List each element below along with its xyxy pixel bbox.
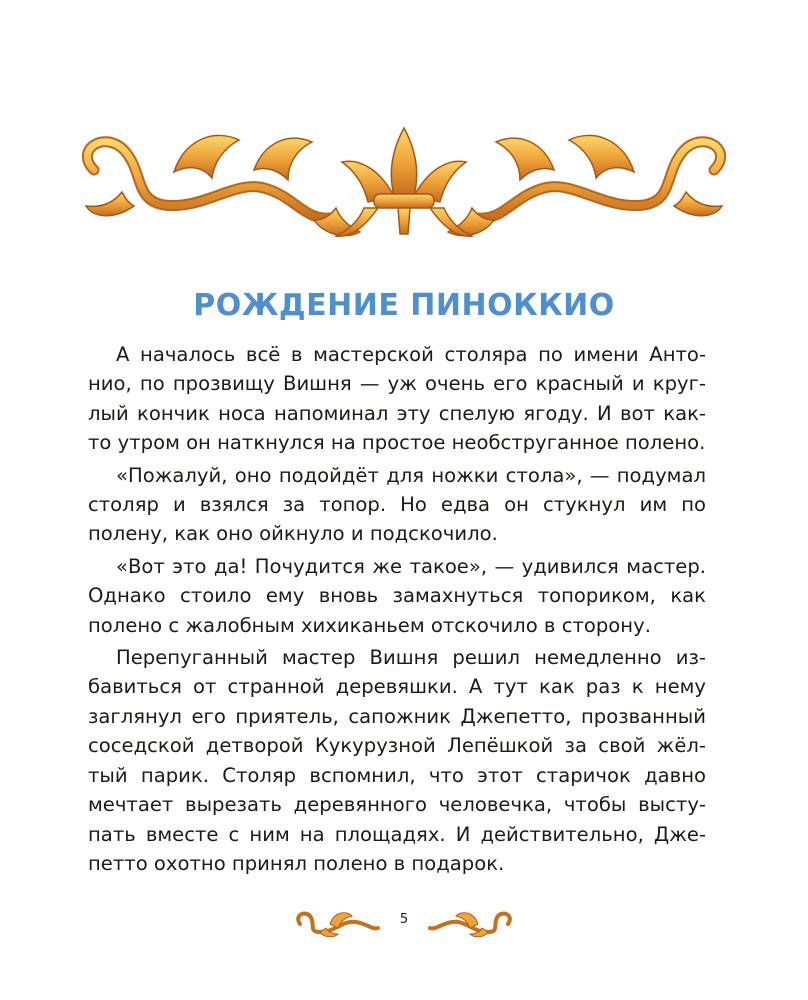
paragraph: «Пожалуй, оно подойдёт для ножки стола», — подумал столяр и взялся за топор. Но едва он стукнул им по полену, как оно ойкнуло и подскочило. bbox=[88, 463, 706, 546]
page-number: 5 bbox=[399, 912, 409, 927]
paragraph: Перепуганный мастер Вишня решил немедленно избавиться от странной деревяшки. А тут как раз к нему заглянул его приятель, сапожник Джепетто, прозванный соседской детворой Кукурузной Лепёшкой за свой жёлтый парик. Столяр вспомнил, что этот старичок давно мечтает вырезать деревянного человечка, чтобы выступать вместе с ним на площадях. И действительно, Джепетто охотно принял полено в подарок. bbox=[88, 646, 706, 875]
paragraph: «Вот это да! Почудится же такое», — удивился мастер. Однако стоило ему вновь замахнуться топориком, как полено с жалобным хихиканьем отскочило в сторону. bbox=[88, 554, 706, 637]
baroque-ornament-header bbox=[64, 110, 744, 250]
chapter-title: РОЖДЕНИЕ ПИНОККИО bbox=[193, 288, 615, 323]
footer-ornament-left bbox=[290, 908, 384, 940]
chapter-body bbox=[88, 340, 706, 878]
paragraph: А началось всё в мастерской столяра по имени Антонио, по прозвищу Вишня — уж очень его красный и круглый кончик носа напоминал эту спелую ягоду. И вот как-то утром он наткнулся на простое необструганное полено. bbox=[88, 343, 706, 455]
footer-ornament-right bbox=[424, 908, 518, 940]
